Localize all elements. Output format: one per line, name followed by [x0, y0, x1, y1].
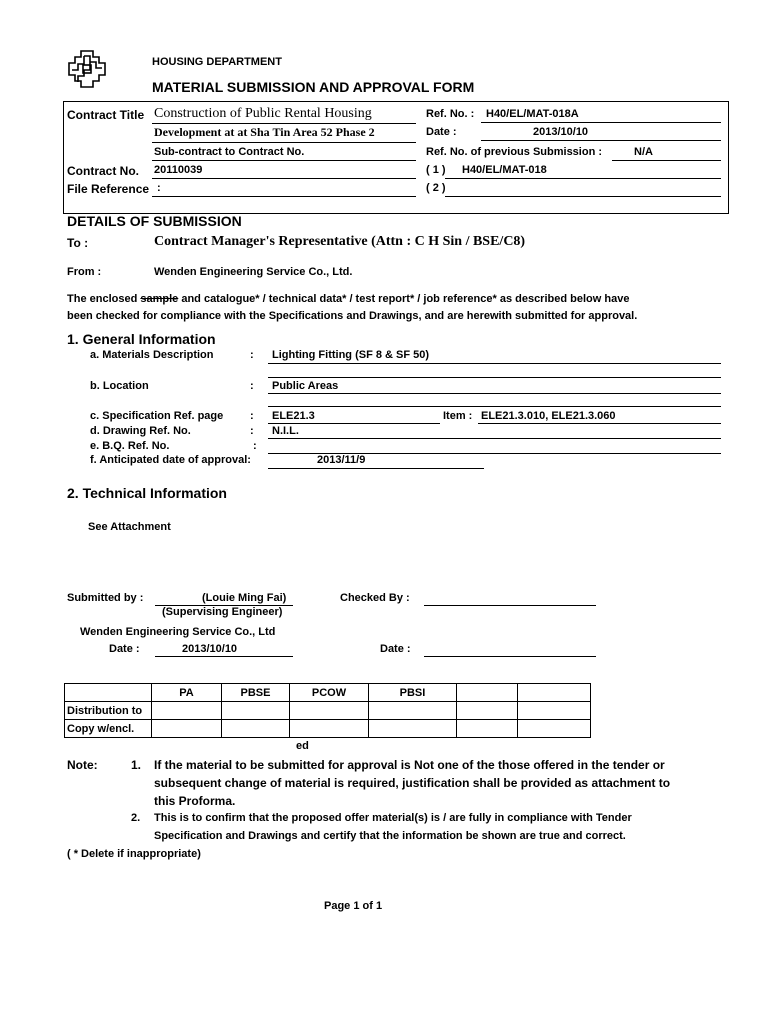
note-2-number: 2.	[131, 812, 141, 824]
file-reference-label: File Reference	[67, 182, 150, 196]
spec-ref-colon: :	[250, 410, 254, 422]
from-value: Wenden Engineering Service Co., Ltd.	[154, 266, 353, 278]
distribution-cell	[369, 702, 457, 720]
drawing-ref-value: N.I.L.	[272, 425, 299, 437]
distribution-header-cell: PA	[152, 684, 222, 702]
contract-title-label: Contract Title	[67, 108, 145, 122]
distribution-header-cell	[457, 684, 518, 702]
ref-no-value: H40/EL/MAT-018A	[486, 108, 579, 120]
checked-date-label: Date :	[380, 643, 411, 655]
see-attachment: See Attachment	[88, 521, 171, 533]
enclosed-struck-word: sample	[140, 293, 179, 305]
department-name: HOUSING DEPARTMENT	[152, 56, 282, 68]
materials-description-value: Lighting Fitting (SF 8 & SF 50)	[272, 349, 430, 361]
table-footnote-ed: ed	[296, 740, 309, 752]
drawing-ref-label: d. Drawing Ref. No.	[90, 425, 191, 437]
distribution-header-cell	[518, 684, 591, 702]
copy-cell	[290, 720, 369, 738]
copy-row-label: Copy w/encl.	[65, 720, 152, 738]
housing-department-logo	[66, 48, 108, 90]
copy-cell	[369, 720, 457, 738]
enclosed-text-post: and catalogue* / technical data* / test report* / job reference* as described below have	[178, 293, 630, 305]
drawing-ref-colon: :	[250, 425, 254, 437]
technical-info-heading: 2. Technical Information	[67, 485, 227, 501]
note-1-line1: If the material to be submitted for approval is Not one of the those offered in the tender or	[154, 758, 665, 772]
distribution-cell	[457, 702, 518, 720]
contract-no-value: 20110039	[154, 164, 203, 176]
checked-by-label: Checked By :	[340, 592, 410, 604]
distribution-cell	[222, 702, 290, 720]
distribution-header-cell: PCOW	[290, 684, 369, 702]
location-label: b. Location	[90, 380, 149, 392]
form-title: MATERIAL SUBMISSION AND APPROVAL FORM	[152, 79, 475, 95]
general-info-heading: 1. General Information	[67, 331, 216, 347]
materials-description-colon: :	[250, 349, 254, 361]
previous-submission-value: N/A	[634, 146, 653, 158]
submitted-by-name: (Louie Ming Fai)	[202, 592, 287, 604]
bq-ref-colon: :	[253, 440, 257, 452]
copy-row	[65, 720, 591, 738]
distribution-header-row	[65, 684, 591, 702]
copy-cell	[457, 720, 518, 738]
page-number: Page 1 of 1	[324, 900, 383, 912]
to-label: To :	[67, 236, 89, 250]
copy-cell	[518, 720, 591, 738]
distribution-cell	[518, 702, 591, 720]
copy-cell	[152, 720, 222, 738]
contract-title-line2: Development at at Sha Tin Area 52 Phase 2	[154, 125, 375, 139]
ref-no-label: Ref. No. :	[426, 108, 475, 120]
location-colon: :	[250, 380, 254, 392]
anticipated-date-value: 2013/11/9	[317, 454, 366, 466]
bq-ref-label: e. B.Q. Ref. No.	[90, 440, 170, 452]
previous-submission-label: Ref. No. of previous Submission :	[426, 146, 603, 158]
date-value: 2013/10/10	[533, 126, 589, 138]
distribution-row	[65, 702, 591, 720]
contract-no-label: Contract No.	[67, 164, 139, 178]
spec-ref-value: ELE21.3	[272, 410, 315, 422]
submitter-company: Wenden Engineering Service Co., Ltd	[80, 626, 276, 638]
to-value: Contract Manager's Representative (Attn : C H Sin / BSE/C8)	[154, 234, 526, 249]
contract-title-line1: Construction of Public Rental Housing	[154, 106, 372, 121]
distribution-cell	[290, 702, 369, 720]
note-2-line2: Specification and Drawings and certify that the information be shown are true and correct.	[154, 830, 626, 842]
ref-item-1-label: ( 1 )	[426, 164, 446, 176]
materials-description-label: a. Materials Description	[90, 349, 214, 361]
ref-item-1-value: H40/EL/MAT-018	[462, 164, 547, 176]
note-1-line3: this Proforma.	[154, 794, 236, 808]
date-label: Date :	[426, 126, 457, 138]
subcontract-label: Sub-contract to Contract No.	[154, 146, 305, 158]
submitted-date-label: Date :	[109, 643, 140, 655]
distribution-header-cell: PBSE	[222, 684, 290, 702]
location-value: Public Areas	[272, 380, 339, 392]
distribution-header-cell: PBSI	[369, 684, 457, 702]
enclosed-paragraph-line1	[67, 293, 629, 305]
submitted-date-value: 2013/10/10	[182, 643, 238, 655]
item-label: Item :	[443, 410, 473, 422]
details-heading: DETAILS OF SUBMISSION	[67, 213, 242, 229]
note-1-number: 1.	[131, 758, 142, 772]
submitted-by-label: Submitted by :	[67, 592, 144, 604]
item-value: ELE21.3.010, ELE21.3.060	[481, 410, 616, 422]
note-1-line2: subsequent change of material is required, justification shall be provided as attachment to	[154, 776, 671, 790]
note-label: Note:	[67, 758, 98, 772]
file-reference-colon: :	[157, 182, 161, 194]
copy-cell	[222, 720, 290, 738]
distribution-row-label: Distribution to	[65, 702, 152, 720]
ref-item-2-label: ( 2 )	[426, 182, 446, 194]
from-label: From :	[67, 266, 102, 278]
distribution-table	[64, 683, 591, 738]
delete-if-inappropriate-note: ( * Delete if inappropriate)	[67, 848, 201, 860]
submitted-by-role: (Supervising Engineer)	[162, 606, 283, 618]
enclosed-text-pre: The enclosed	[67, 293, 141, 305]
anticipated-date-label: f. Anticipated date of approval:	[90, 454, 251, 466]
spec-ref-label: c. Specification Ref. page	[90, 410, 224, 422]
enclosed-paragraph-line2: been checked for compliance with the Specifications and Drawings, and are herewith submitted for approval.	[67, 310, 638, 322]
note-2-line1: This is to confirm that the proposed offer material(s) is / are fully in compliance with Tender	[154, 812, 632, 824]
distribution-cell	[152, 702, 222, 720]
distribution-header-cell	[65, 684, 152, 702]
